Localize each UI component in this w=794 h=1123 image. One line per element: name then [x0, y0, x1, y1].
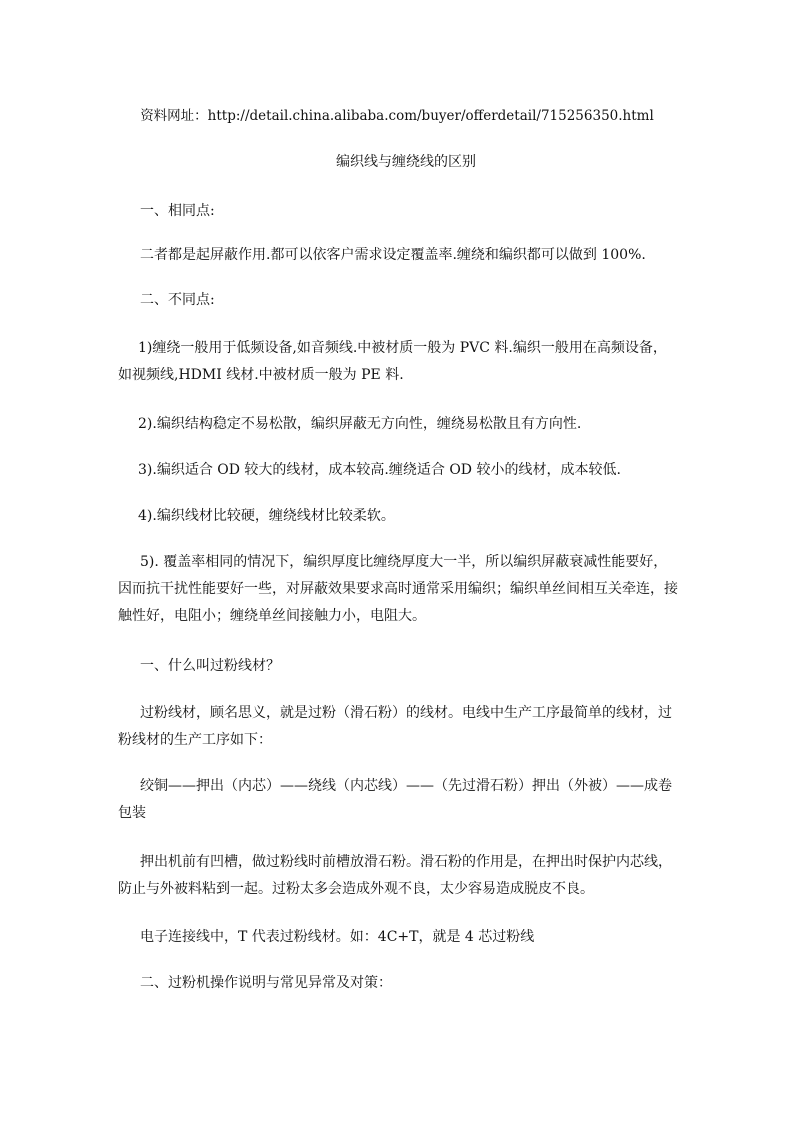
- document-title: 编织线与缠绕线的区别: [336, 154, 476, 170]
- paragraph-similarities: 二者都是起屏蔽作用.都可以依客户需求设定覆盖率.缠绕和编织都可以做到 100%.: [140, 247, 646, 263]
- section-heading-differences: 二、不同点:: [140, 292, 215, 308]
- paragraph-extruder-notes: 押出机前有凹槽，做过粉线时前槽放滑石粉。滑石粉的作用是，在押出时保护内芯线，防止与外被料粘到一起。过粉太多会造成外观不良，太少容易造成脱皮不良。: [118, 854, 672, 897]
- paragraph-difference-2: 2).编织结构稳定不易松散，编织屏蔽无方向性，缠绕易松散且有方向性.: [138, 416, 582, 432]
- paragraph-difference-1: 1)缠绕一般用于低频设备,如音频线.中被材质一般为 PVC 料.编织一般用在高频设备，如视频线,HDMI 线材.中被材质一般为 PE 料.: [118, 340, 667, 383]
- paragraph-production-process: 绞铜——押出（内芯）——绕线（内芯线）——（先过滑石粉）押出（外被）——成卷包装: [118, 778, 672, 821]
- paragraph-difference-4: 4).编织线材比较硬，缠绕线材比较柔软。: [138, 508, 395, 524]
- section-heading-similarities: 一、相同点:: [140, 203, 215, 219]
- section-heading-machine-operation: 二、过粉机操作说明与常见异常及对策：: [140, 975, 392, 991]
- paragraph-difference-3: 3).编织适合 OD 较大的线材，成本较高.缠绕适合 OD 较小的线材，成本较低.: [138, 462, 621, 478]
- paragraph-powder-wire-definition: 过粉线材，顾名思义，就是过粉（滑石粉）的线材。电线中生产工序最简单的线材，过粉线材的生产工序如下：: [118, 705, 672, 748]
- section-heading-powder-wire: 一、什么叫过粉线材？: [140, 658, 280, 674]
- source-url-line: 资料网址：http://detail.china.alibaba.com/buyer/offerdetail/715256350.html: [140, 108, 654, 124]
- paragraph-t-code: 电子连接线中，T 代表过粉线材。如：4C+T，就是 4 芯过粉线: [140, 929, 535, 945]
- paragraph-difference-5: 5). 覆盖率相同的情况下，编织厚度比缠绕厚度大一半，所以编织屏蔽衰减性能要好，因而抗干扰性能要好一些，对屏蔽效果要求高时通常采用编织；编织单丝间相互关牵连，接触性好，电阻小；缠绕单丝间接触力小，电阻大。: [118, 554, 678, 624]
